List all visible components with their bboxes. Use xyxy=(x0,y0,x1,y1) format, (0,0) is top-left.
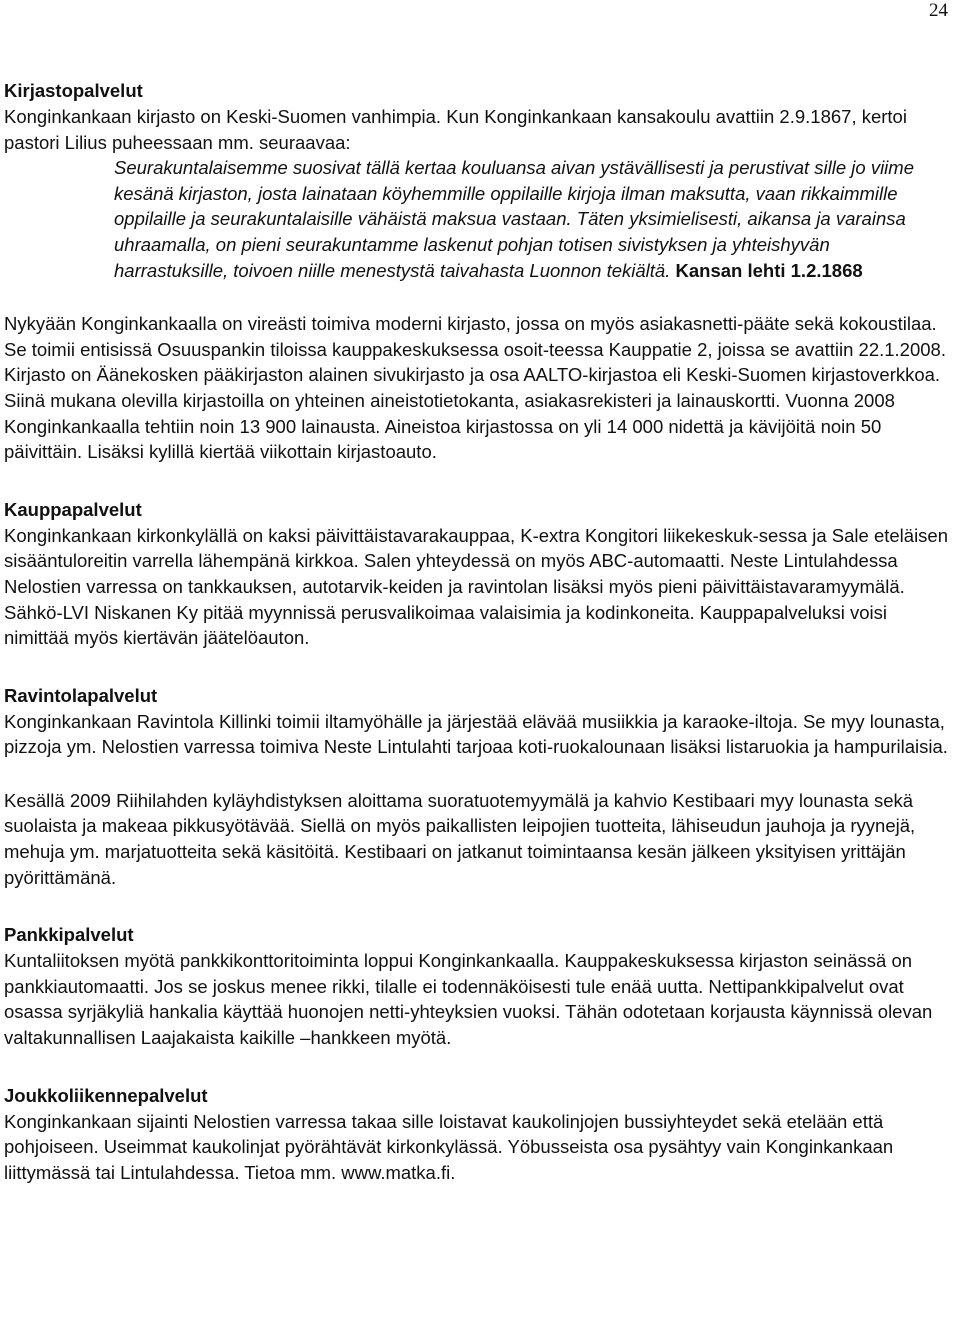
section-library xyxy=(4,77,954,465)
heading-shops: Kauppapalvelut xyxy=(4,498,142,520)
shops-body: Konginkankaan kirkonkylällä on kaksi päivittäistavarakauppaa, K-extra Kongitori liikekeskuk-sessa ja Sale eteläisen sisääntuloreitin varrella lähempänä kirkkoa. Salen yhteydessä on myös ABC-automaatti. Neste Lintulahdessa Nelostien varressa on tankkauksen, autotarvik-keiden ja ravintolan lisäksi myös pieni päivittäistavaramyymälä. Sähkö-LVI Niskanen Ky pitää myynnissä perusvalikoimaa valaisimia ja kodinkoneita. Kauppapalveluksi voisi nimittää myös kiertävän jäätelöauton. xyxy=(4,524,949,649)
quote-source: Kansan lehti 1.2.1868 xyxy=(675,259,863,281)
historical-quote xyxy=(114,155,954,283)
heading-library: Kirjastopalvelut xyxy=(4,80,143,101)
banking-body: Kuntaliitoksen myötä pankkikonttoritoiminta loppui Konginkankaalla. Kauppakeskuksessa kirjaston seinässä on pankkiautomaatti. Jos se joskus menee rikki, tilalle ei todennäköisesti tule enää uutta. Nettipankkipalvelut ovat osassa syrjäkyliä hankalia käyttää huonojen netti-yhteyksien vuoksi. Tähän odotetaan korjausta käynnissä olevan valtakunnallisen Laajakaista kaikille –hankkeen myötä. xyxy=(4,950,933,1049)
transport-body: Konginkankaan sijainti Nelostien varressa takaa sille loistavat kaukolinjojen bussiyhteydet sekä etelään että pohjoiseen. Useimmat kaukolinjat pyörähtävät kirkonkylässä. Yöbusseista osa pysähtyy vain Konginkankaan liittymässä tai Lintulahdessa. Tietoa mm. www.matka.fi. xyxy=(4,1110,894,1183)
heading-restaurants: Ravintolapalvelut xyxy=(4,684,158,706)
section-shops xyxy=(4,496,954,651)
section-transport xyxy=(4,1082,954,1186)
library-intro: Konginkankaan kirjasto on Keski-Suomen vanhimpia. Kun Konginkankaan kansakoulu avattiin 2.9.1867, kertoi pastori Lilius puheessaan mm. seuraavaa: xyxy=(4,106,907,153)
restaurants-body-1: Konginkankaan Ravintola Killinki toimii iltamyöhälle ja järjestää elävää musiikkia ja karaoke-iltoja. Se myy lounasta, pizzoja ym. Nelostien varressa toimiva Neste Lintulahti tarjoaa koti-ruokalounaan lisäksi listaruokia ja hampurilaisia. xyxy=(4,710,948,758)
heading-transport: Joukkoliikennepalvelut xyxy=(4,1084,208,1106)
quote-text: Seurakuntalaisemme suosivat tällä kertaa kouluansa aivan ystävällisesti ja perustivat sille jo viime kesänä kirjaston, josta lainataan köyhemmille oppilaille kirjoja ilman maksutta, vaan rikkaimmille oppilaille ja seurakuntalaisille vähäistä maksua vastaan. Täten yksimielisesti, aikansa ja varainsa uhraamalla, on pieni seurakuntamme laskenut pohjan totisen sivistyksen ja yhteishyvän harrastuksille, toivoen niille menestystä taivahasta Luonnon tekiältä. xyxy=(114,157,914,281)
section-restaurants xyxy=(4,682,954,891)
section-banking xyxy=(4,921,954,1050)
document-body xyxy=(4,77,954,1185)
library-body: Nykyään Konginkankaalla on vireästi toimiva moderni kirjasto, jossa on myös asiakasnetti-pääte sekä kokoustilaa. Se toimii entisissä Osuuspankin tiloissa kauppakeskuksessa osoit-teessa Kauppatie 2, joissa se avattiin 22.1.2008. Kirjasto on Äänekosken pääkirjaston alainen sivukirjasto ja osa AALTO-kirjastoa eli Keski-Suomen kirjastoverkkoa. Siinä mukana olevilla kirjastoilla on yhteinen aineistotietokanta, asiakasrekisteri ja lainauskortti. Vuonna 2008 Konginkankaalla tehtiin noin 13 900 lainausta. Aineistoa kirjastossa on yli 14 000 nidettä ja kävijöitä noin 50 päivittäin. Lisäksi kylillä kiertää viikottain kirjastoauto. xyxy=(4,313,946,463)
heading-banking: Pankkipalvelut xyxy=(4,924,134,946)
page-number: 24 xyxy=(929,0,948,21)
restaurants-body-2: Kesällä 2009 Riihilahden kyläyhdistyksen aloittama suoratuotemyymälä ja kahvio Kestibaari myy lounasta sekä suolaista ja makeaa pikkusyötävää. Siellä on myös paikallisten leipojien tuotteita, lähiseudun jauhoja ja ryynejä, mehuja ym. marjatuotteita sekä käsitöitä. Kestibaari on jatkanut toimintaansa kesän jälkeen yksityisen yrittäjän pyörittämänä. xyxy=(4,789,916,888)
